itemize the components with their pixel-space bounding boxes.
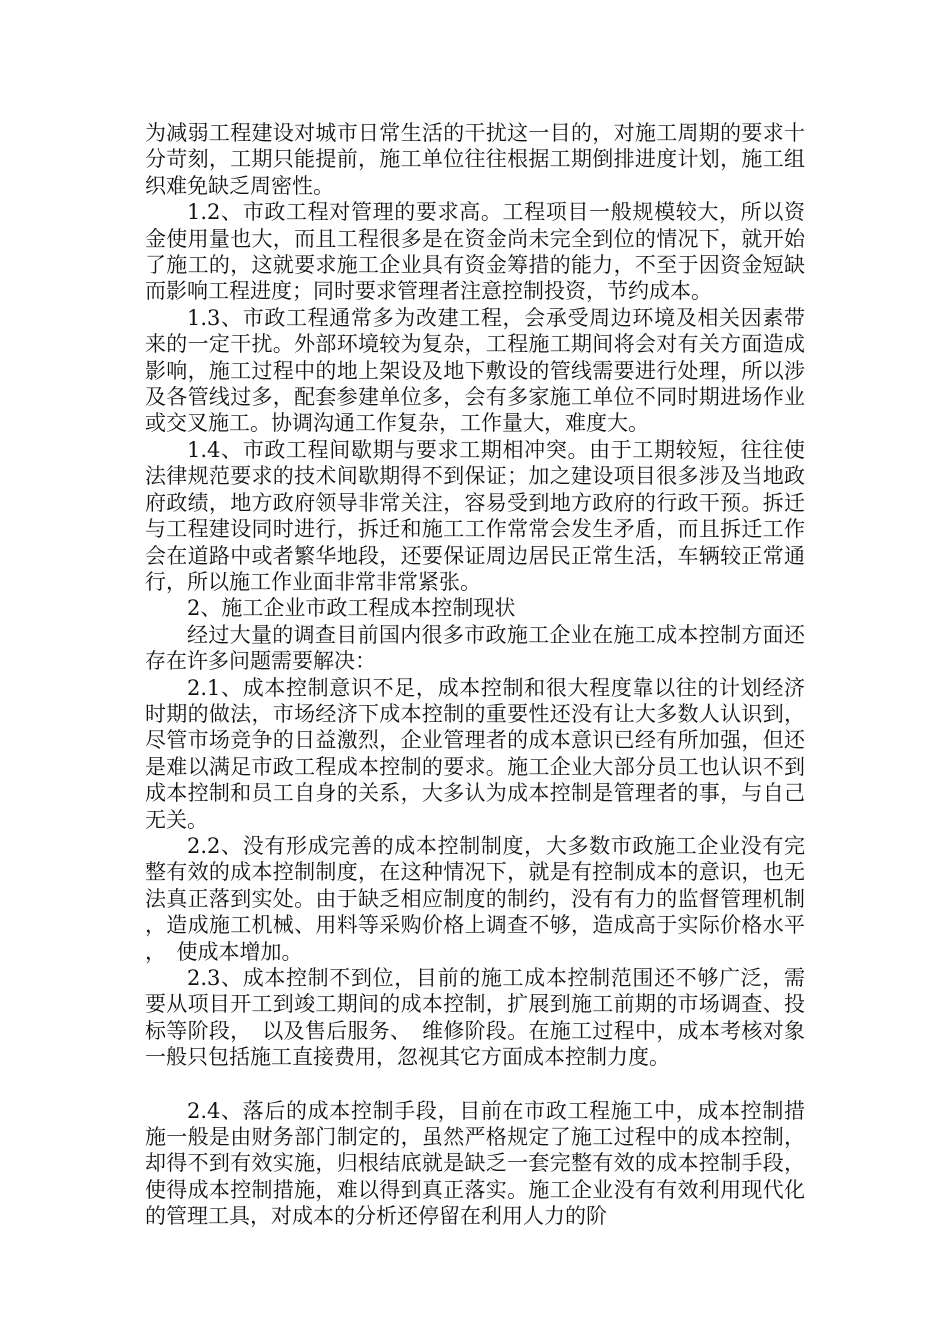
document-body [145, 120, 805, 1230]
paragraph-intro-continued: 为减弱工程建设对城市日常生活的干扰这一目的，对施工周期的要求十分苛刻，工期只能提前，施工单位往往根据工期倒排进度计划，施工组织难免缺乏周密性。 [145, 121, 805, 198]
paragraph-2-1: 2.1、成本控制意识不足，成本控制和很大程度靠以往的计划经济时期的做法，市场经济下成本控制的重要性还没有让大多数人认识到，尽管市场竞争的日益激烈，企业管理者的成本意识已经有所加强，但还是难以满足市政工程成本控制的要求。施工企业大部分员工也认识不到成本控制和员工自身的关系，大多认为成本控制是管理者的事，与自己无关。 [145, 675, 805, 832]
paragraph-2-intro: 经过大量的调查目前国内很多市政施工企业在施工成本控制方面还存在许多问题需要解决： [145, 622, 805, 674]
paragraph-2-4: 2.4、落后的成本控制手段，目前在市政工程施工中，成本控制措施一般是由财务部门制定的，虽然严格规定了施工过程中的成本控制，却得不到有效实施，归根结底就是缺乏一套完整有效的成本控制手段，使得成本控制措施，难以得到真正落实。施工企业没有有效利用现代化的管理工具，对成本的分析还停留在利用人力的阶 [145, 1098, 805, 1229]
paragraph-2-3: 2.3、成本控制不到位，目前的施工成本控制范围还不够广泛，需要从项目开工到竣工期间的成本控制，扩展到施工前期的市场调查、投标等阶段， 以及售后服务、 维修阶段。在施工过程中，成本考核对象一般只包括施工直接费用，忽视其它方面成本控制力度。 [145, 966, 805, 1070]
paragraph-1-3: 1.3、市政工程通常多为改建工程，会承受周边环境及相关因素带来的一定干扰。外部环境较为复杂，工程施工期间将会对有关方面造成影响，施工过程中的地上架设及地下敷设的管线需要进行处理，所以涉及各管线过多，配套参建单位多，会有多家施工单位不同时期进场作业或交叉施工。协调沟通工作复杂，工作量大，难度大。 [145, 305, 805, 436]
paragraph-1-2: 1.2、市政工程对管理的要求高。工程项目一般规模较大，所以资金使用量也大，而且工程很多是在资金尚未完全到位的情况下，就开始了施工的，这就要求施工企业具有资金筹措的能力，不至于因资金短缺而影响工程进度；同时要求管理者注意控制投资，节约成本。 [145, 200, 805, 304]
paragraph-2-2: 2.2、没有形成完善的成本控制制度，大多数市政施工企业没有完整有效的成本控制制度，在这种情况下，就是有控制成本的意识，也无法真正落到实处。由于缺乏相应制度的制约，没有有力的监督管理机制，造成施工机械、用料等采购价格上调查不够，造成高于实际价格水平， 使成本增加。 [145, 833, 805, 964]
section-heading-2: 2、施工企业市政工程成本控制现状 [187, 596, 516, 621]
paragraph-1-4: 1.4、市政工程间歇期与要求工期相冲突。由于工期较短，往往使法律规范要求的技术间歇期得不到保证；加之建设项目很多涉及当地政府政绩，地方政府领导非常关注，容易受到地方政府的行政干预。拆迁与工程建设同时进行，拆迁和施工工作常常会发生矛盾，而且拆迁工作会在道路中或者繁华地段，还要保证周边居民正常生活，车辆较正常通行，所以施工作业面非常非常紧张。 [145, 437, 805, 594]
